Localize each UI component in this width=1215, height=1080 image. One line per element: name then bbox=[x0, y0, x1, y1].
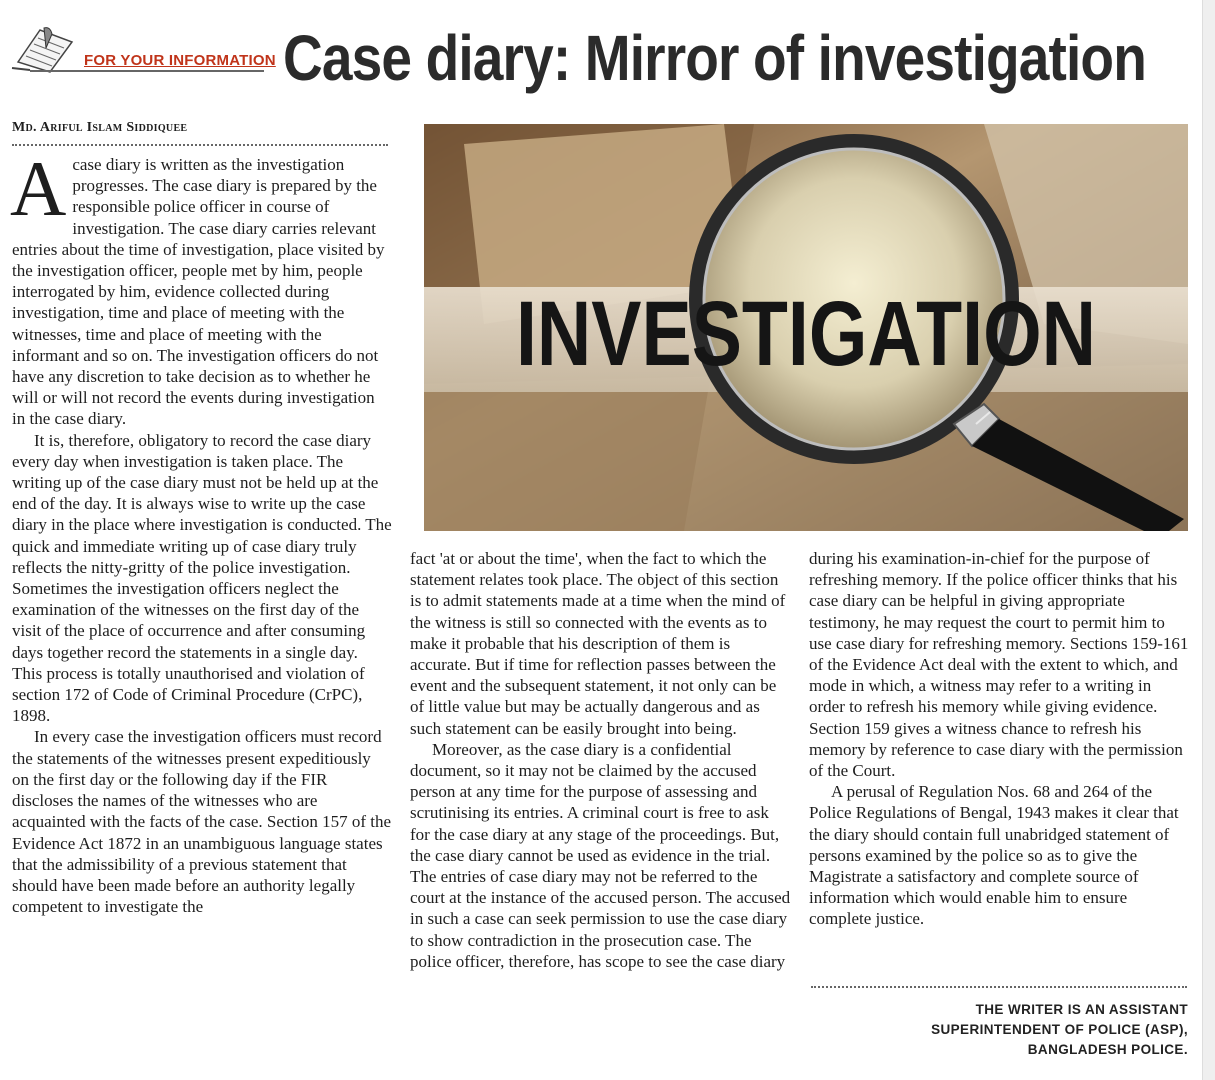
author-credit: THE WRITER IS AN ASSISTANT SUPERINTENDENT OF POLICE (ASP), BANGLADESH POLICE. bbox=[931, 1002, 1188, 1057]
kicker-rule bbox=[30, 70, 264, 72]
drop-cap: A bbox=[10, 145, 67, 232]
paragraph: It is, therefore, obligatory to record the case diary every day when investigation is taken place. The writing up of the case diary must not be held up at the end of the day. It is always wise to write up the case diary in the place where investigation is conducted. The quick and immediate writing up of case diary truly reflects the nitty-gritty of the police investigation. Sometimes the investigation officers neglect the examination of the witnesses on the first day of the visit of the place of occurrence and after consuming days together record the statements in a single day. This process is totally unauthorised and violation of section 172 of Code of Criminal Procedure (CrPC), 1898. bbox=[12, 430, 392, 726]
article-column-1 bbox=[10, 145, 392, 917]
paragraph: during his examination-in-chief for the purpose of refreshing memory. If the police officer thinks that his case diary can be helpful in giving appropriate testimony, he may request the court to permit him to use case diary for refreshing memory. Sections 159-161 of the Evidence Act deal with the extent to which, and mode in which, a witness may refer to a writing in order to refresh his memory while giving evidence. Section 159 gives a witness chance to refresh his memory by reference to case diary with the permission of the Court. bbox=[809, 549, 1189, 781]
paragraph: Acase diary is written as the investigation progresses. The case diary is prepared by the responsible police officer in course of investigation. The case diary carries relevant entries about the time of investigation, place visited by the investigation officer, people met by him, people interrogated by him, evidence collected during investigation, time and place of meeting with the witnesses, time and place of meeting with the informant and so on. The investigation officers do not have any discretion to take decision as to whether he will or will not record the events during investigation in the case diary. bbox=[10, 145, 385, 429]
article-column-3 bbox=[809, 548, 1191, 930]
investigation-photo bbox=[424, 124, 1188, 531]
article-column-2 bbox=[410, 548, 792, 972]
paragraph: fact 'at or about the time', when the fact to which the statement relates took place. The object of this section is to admit statements made at a time when the mind of the witness is still so connected with the events as to make it probable that his description of them is accurate. But if time for reflection passes between the event and the subsequent statement, it not only can be of little value but may be actually dangerous and as such statement can be easily brought into being. bbox=[410, 549, 786, 738]
section-kicker: FOR YOUR INFORMATION bbox=[84, 52, 276, 69]
paragraph: In every case the investigation officers must record the statements of the witnesses present expeditiously on the first day or the following day if the FIR discloses the names of the witnesses who are acquainted with the facts of the case. Section 157 of the Evidence Act 1872 in an unambiguous language states that the admissibility of a previous statement that should have been made before an authority legally competent to investigate the bbox=[12, 727, 392, 917]
newspaper-quill-icon bbox=[10, 24, 80, 74]
page-edge bbox=[1202, 0, 1215, 1080]
headline: Case diary: Mirror of investigation bbox=[283, 22, 1146, 94]
byline-rule bbox=[12, 144, 388, 146]
photo-overlay-text: INVESTIGATION bbox=[516, 283, 1096, 385]
credit-rule bbox=[811, 986, 1187, 988]
paragraph: Moreover, as the case diary is a confidential document, so it may not be claimed by the accused person at any time for the purpose of assessing and scrutinising its entries. A criminal court is free to ask for the case diary at any stage of the proceedings. But, the case diary cannot be used as evidence in the trial. The entries of case diary may not be referred to the court at the instance of the accused person. The accused in such a case can seek permission to use the case diary to show contradiction in the prosecution case. The police officer, therefore, has scope to see the case diary bbox=[410, 739, 791, 971]
byline: Md. Ariful Islam Siddiquee bbox=[12, 120, 188, 135]
paragraph: A perusal of Regulation Nos. 68 and 264 of the Police Regulations of Bengal, 1943 makes it clear that the diary should contain full unabridged statement of persons examined by the police so as to give the Magistrate a satisfactory and complete source of information which would enable him to ensure complete justice. bbox=[809, 782, 1179, 929]
